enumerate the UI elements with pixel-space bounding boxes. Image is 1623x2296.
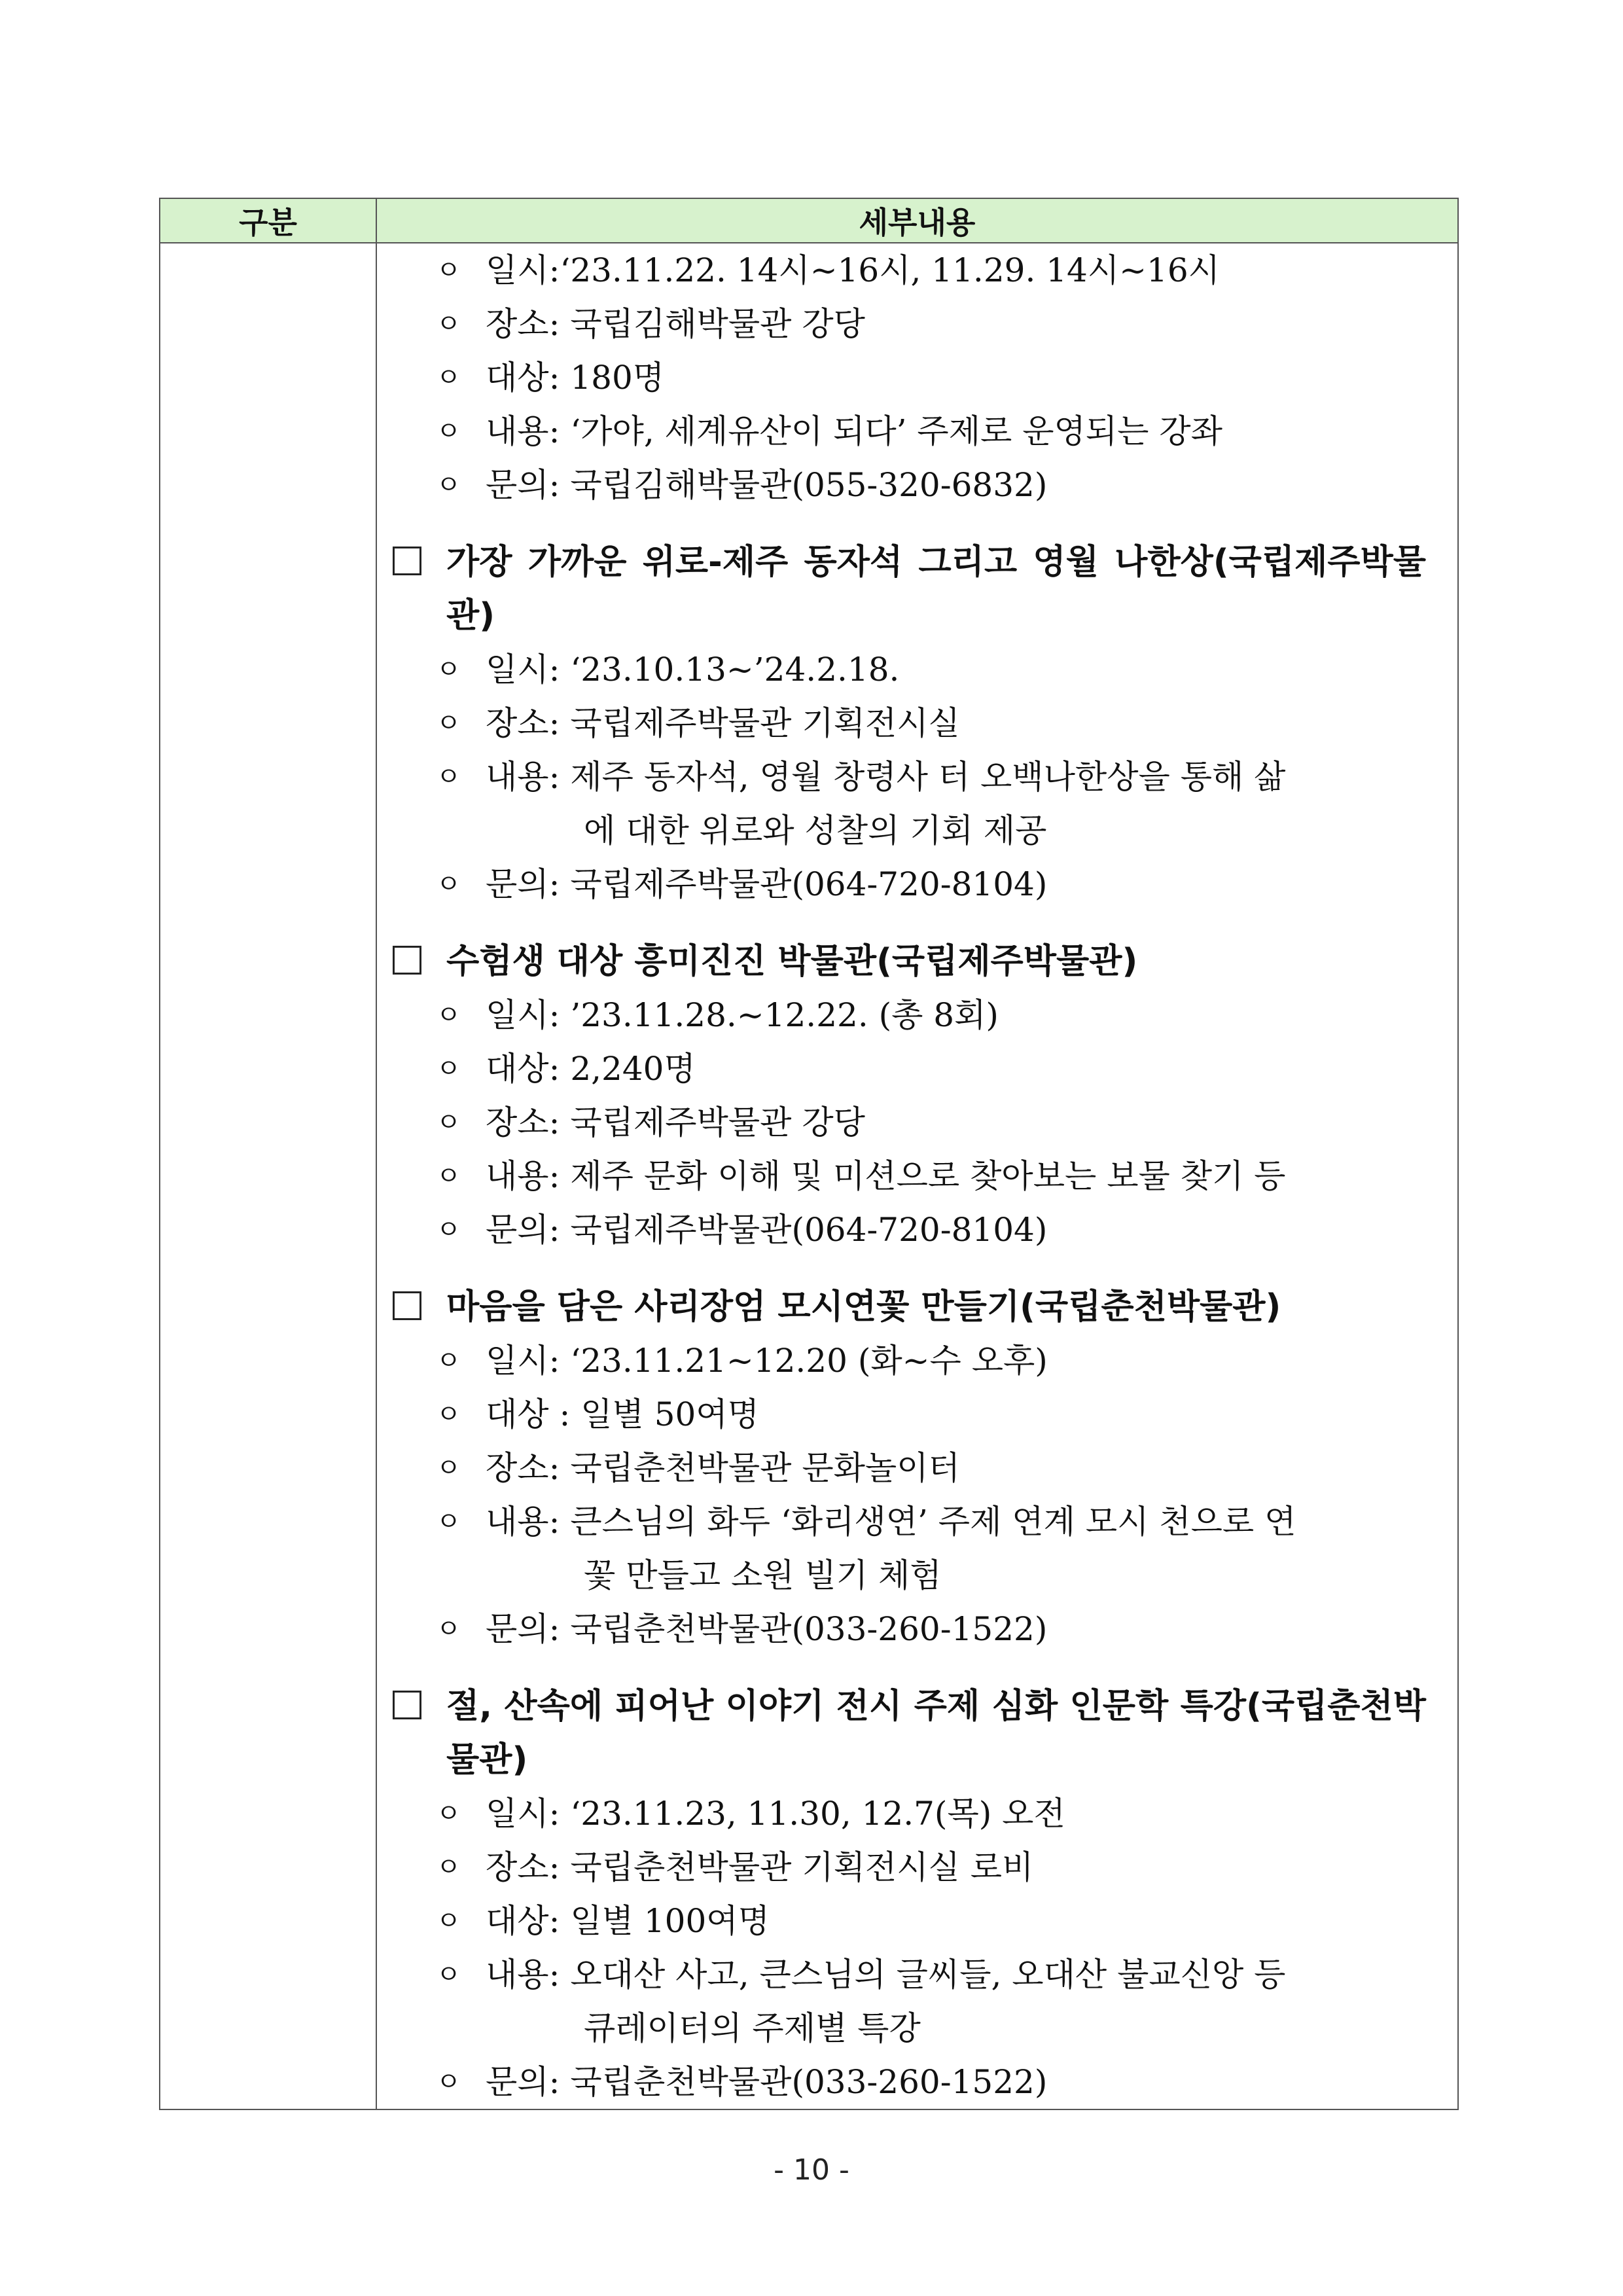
circle-bullet-icon: ㅇ xyxy=(436,1906,461,1936)
list-item: ㅇ 내용: 제주 동자석, 영월 창령사 터 오백나한상을 통해 삶 에 대한 위로와 성찰의 기회 제공 xyxy=(393,750,1426,857)
list-item: ㅇ 장소: 국립제주박물관 기획전시실 xyxy=(393,696,1426,750)
circle-bullet-icon: ㅇ xyxy=(436,869,461,899)
table-body-row xyxy=(160,243,1458,2109)
checkbox-square-icon xyxy=(393,547,421,575)
list-item: ㅇ 문의: 국립김해박물관(055-320-6832) xyxy=(393,458,1426,512)
circle-bullet-icon: ㅇ xyxy=(436,1107,461,1138)
circle-bullet-icon: ㅇ xyxy=(436,363,461,393)
category-cell xyxy=(160,243,376,2109)
list-item: ㅇ 일시: ’23.11.28.~12.22. (총 8회) xyxy=(393,988,1426,1042)
list-item: ㅇ 일시: ‘23.10.13~’24.2.18. xyxy=(393,643,1426,696)
list-item: ㅇ 대상: 일별 100여명 xyxy=(393,1894,1426,1948)
section-title: 가장 가까운 위로-제주 동자석 그리고 영월 나한상(국립제주박물관) xyxy=(393,535,1426,643)
section-title: 수험생 대상 흥미진진 박물관(국립제주박물관) xyxy=(393,935,1426,988)
circle-bullet-icon: ㅇ xyxy=(436,1614,461,1644)
circle-bullet-icon: ㅇ xyxy=(436,655,461,685)
circle-bullet-icon: ㅇ xyxy=(436,1799,461,1829)
list-item: ㅇ 대상 : 일별 50여명 xyxy=(393,1388,1426,1441)
list-item: ㅇ 문의: 국립춘천박물관(033-260-1522) xyxy=(393,1602,1426,1656)
section-title: 마음을 담은 사리장엄 모시연꽃 만들기(국립춘천박물관) xyxy=(393,1280,1426,1334)
circle-bullet-icon: ㅇ xyxy=(436,708,461,738)
circle-bullet-icon: ㅇ xyxy=(436,1507,461,1537)
circle-bullet-icon: ㅇ xyxy=(436,309,461,339)
circle-bullet-icon: ㅇ xyxy=(436,1346,461,1376)
list-item: ㅇ 대상: 180명 xyxy=(393,351,1426,404)
circle-bullet-icon: ㅇ xyxy=(436,1215,461,1245)
list-item: ㅇ 문의: 국립제주박물관(064-720-8104) xyxy=(393,1203,1426,1257)
list-item: ㅇ 문의: 국립제주박물관(064-720-8104) xyxy=(393,857,1426,911)
circle-bullet-icon: ㅇ xyxy=(436,1852,461,1882)
circle-bullet-icon: ㅇ xyxy=(436,2067,461,2097)
details-content xyxy=(377,243,1442,2109)
list-item: ㅇ 장소: 국립춘천박물관 기획전시실 로비 xyxy=(393,1840,1426,1894)
page-number: - 10 - xyxy=(774,2153,849,2187)
circle-bullet-icon: ㅇ xyxy=(436,255,461,285)
list-item: ㅇ 일시:‘23.11.22. 14시~16시, 11.29. 14시~16시 xyxy=(393,243,1426,297)
list-item: ㅇ 장소: 국립춘천박물관 문화놀이터 xyxy=(393,1441,1426,1495)
circle-bullet-icon: ㅇ xyxy=(436,1000,461,1030)
list-item: ㅇ 장소: 국립김해박물관 강당 xyxy=(393,297,1426,351)
list-item: ㅇ 문의: 국립춘천박물관(033-260-1522) xyxy=(393,2055,1426,2109)
circle-bullet-icon: ㅇ xyxy=(436,1054,461,1084)
program-table xyxy=(159,198,1459,2110)
circle-bullet-icon: ㅇ xyxy=(436,1960,461,1990)
checkbox-square-icon xyxy=(393,1291,421,1320)
circle-bullet-icon: ㅇ xyxy=(436,1399,461,1429)
circle-bullet-icon: ㅇ xyxy=(436,470,461,500)
list-item: ㅇ 내용: 제주 문화 이해 및 미션으로 찾아보는 보물 찾기 등 xyxy=(393,1149,1426,1203)
list-item: ㅇ 일시: ‘23.11.21~12.20 (화~수 오후) xyxy=(393,1334,1426,1388)
list-item: ㅇ 내용: ‘가야, 세계유산이 되다’ 주제로 운영되는 강좌 xyxy=(393,404,1426,458)
circle-bullet-icon: ㅇ xyxy=(436,762,461,792)
circle-bullet-icon: ㅇ xyxy=(436,1161,461,1191)
list-item: ㅇ 장소: 국립제주박물관 강당 xyxy=(393,1096,1426,1149)
circle-bullet-icon: ㅇ xyxy=(436,1453,461,1483)
checkbox-square-icon xyxy=(393,946,421,975)
list-item: ㅇ 내용: 큰스님의 화두 ‘화리생연’ 주제 연계 모시 천으로 연 꽃 만들고 소원 빌기 체험 xyxy=(393,1495,1426,1602)
header-details: 세부내용 xyxy=(376,198,1458,243)
section-title: 절, 산속에 피어난 이야기 전시 주제 심화 인문학 특강(국립춘천박물관) xyxy=(393,1679,1426,1787)
list-item: ㅇ 일시: ‘23.11.23, 11.30, 12.7(목) 오전 xyxy=(393,1787,1426,1840)
circle-bullet-icon: ㅇ xyxy=(436,416,461,446)
checkbox-square-icon xyxy=(393,1691,421,1719)
header-category: 구분 xyxy=(160,198,376,243)
list-item: ㅇ 대상: 2,240명 xyxy=(393,1042,1426,1096)
details-cell xyxy=(376,243,1458,2109)
table-header-row xyxy=(160,198,1458,243)
list-item: ㅇ 내용: 오대산 사고, 큰스님의 글씨들, 오대산 불교신앙 등 큐레이터의 주제별 특강 xyxy=(393,1948,1426,2055)
